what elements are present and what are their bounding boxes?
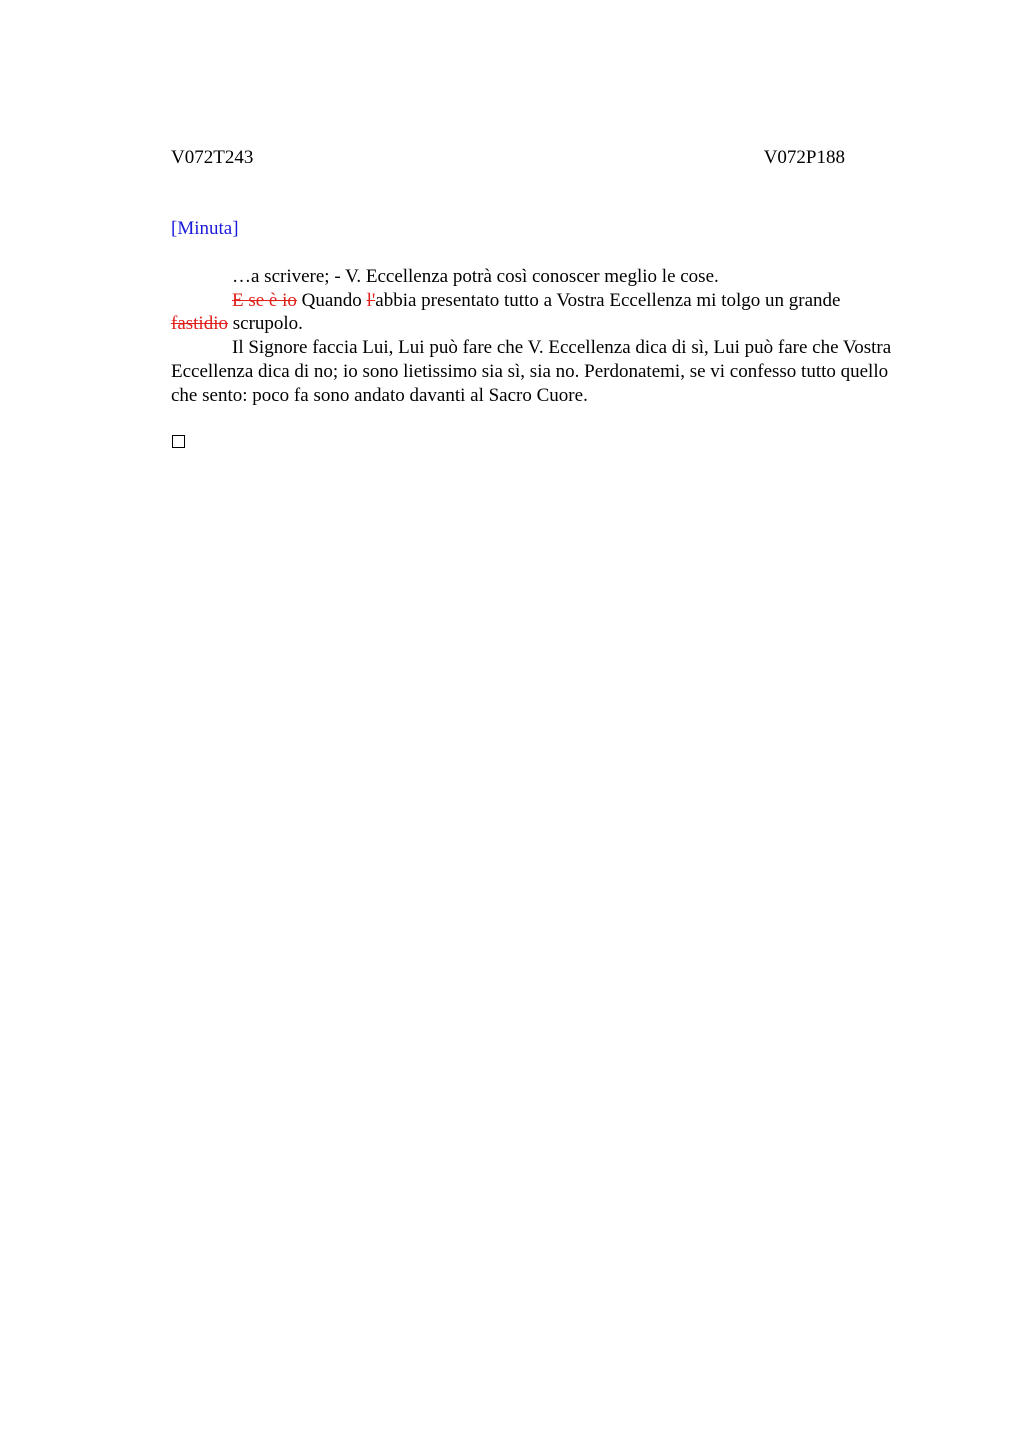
letter-body	[171, 265, 916, 407]
page-header	[171, 146, 845, 170]
paragraph-3	[171, 336, 916, 407]
document-code-right: V072P188	[763, 147, 845, 168]
deleted-text-1: E se è io	[232, 289, 297, 311]
paragraph-2-segment-1: Quando	[296, 289, 367, 311]
minuta-label: [Minuta]	[171, 218, 239, 239]
paragraph-2-segment-3: scrupolo.	[228, 313, 303, 335]
end-marker-box	[172, 435, 185, 448]
deleted-text-3: fastidio	[171, 313, 228, 335]
document-code-left: V072T243	[171, 147, 254, 168]
paragraph-2	[171, 289, 916, 336]
paragraph-1	[171, 265, 916, 289]
paragraph-3-text: Il Signore faccia Lui, Lui può fare che V. Eccellenza dica di sì, Lui può fare che Vostra Eccellenza dica di no; io sono lietissimo sia sì, sia no. Perdonatemi, se vi confesso tutto quello che sento: poco fa sono andato davanti al Sacro Cuore.	[171, 337, 892, 406]
paragraph-1-text: …a scrivere; - V. Eccellenza potrà così conoscer meglio le cose.	[232, 266, 719, 287]
paragraph-2-segment-2: abbia presentato tutto a Vostra Eccellenza mi tolgo un grande	[375, 289, 841, 311]
deleted-text-2: l'	[366, 289, 376, 311]
